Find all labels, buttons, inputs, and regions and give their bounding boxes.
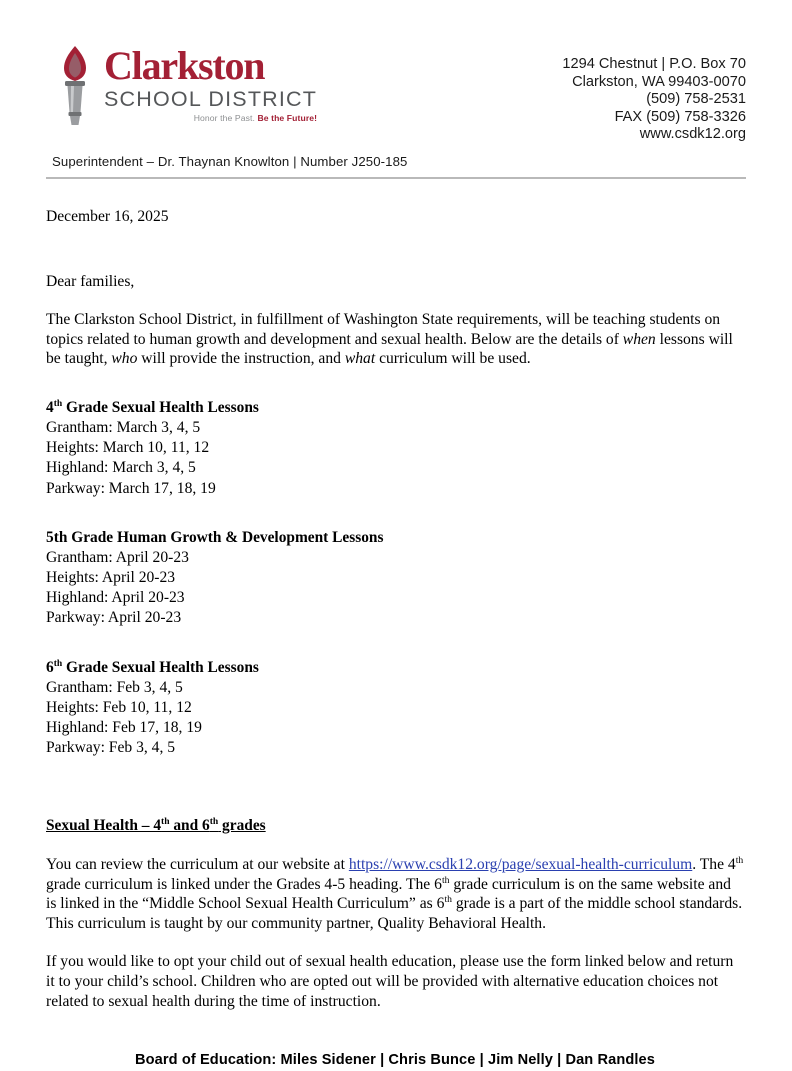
fax-line: FAX (509) 758-3326: [614, 108, 746, 125]
curriculum-text-3: grade curriculum is linked under the Grades 4-5 heading. The 6: [46, 875, 442, 893]
heading-rest: Grade Human Growth & Development Lessons: [67, 528, 384, 546]
schedule-row: Parkway: March 17, 18, 19: [46, 479, 216, 497]
letter-date: December 16, 2025: [46, 208, 169, 225]
district-logo: [52, 44, 317, 128]
intro-emphasis-when: when: [622, 330, 656, 348]
intro-text-3: will provide the instruction, and: [137, 350, 345, 368]
schedule-row: Highland: March 3, 4, 5: [46, 459, 196, 477]
header-divider: [46, 177, 746, 179]
schedule-section-grade6: [46, 658, 744, 759]
curriculum-link[interactable]: https://www.csdk12.org/page/sexual-health-curriculum: [348, 856, 693, 873]
heading-rest: Grade Sexual Health Lessons: [62, 398, 259, 416]
intro-emphasis-what: what: [344, 350, 376, 368]
letterhead: [46, 44, 746, 152]
address-line: Clarkston, WA 99403-0070: [572, 73, 746, 90]
grade-number: 5th: [46, 528, 68, 546]
logo-wordmark: [104, 44, 317, 124]
letter-body: [46, 207, 744, 1071]
schedule-row: Heights: April 20-23: [46, 568, 176, 586]
intro-text-2: lessons will be taught,: [46, 330, 733, 368]
schedule-row: Grantham: April 20-23: [46, 548, 189, 566]
tagline-past: Honor the Past.: [193, 113, 255, 123]
intro-text-1: The Clarkston School District, in fulfillment of Washington State requirements, will be teaching students on topics related to human growth and development and sexual health. Below are the details of: [46, 311, 721, 348]
schedule-row: Parkway: Feb 3, 4, 5: [46, 739, 176, 757]
schedule-row: Grantham: March 3, 4, 5: [46, 418, 201, 436]
schedule-row: Highland: April 20-23: [46, 589, 185, 607]
grade-ordinal-suffix: th: [53, 397, 63, 409]
schedule-section-grade5: [46, 528, 744, 629]
grade-number: 6: [46, 658, 54, 676]
schedule-row: Highland: Feb 17, 18, 19: [46, 719, 202, 736]
heading-rest: Grade Sexual Health Lessons: [62, 658, 259, 676]
curriculum-paragraph: [46, 855, 744, 933]
grade-number: 4: [46, 398, 54, 416]
schedule-heading: [46, 658, 744, 678]
optout-paragraph: If you would like to opt your child out of sexual health education, please use the form linked below and return it to your child’s school. Children who are opted out will be provided with alternative education choices not related to sexual health during the time of instruction.: [46, 953, 734, 1010]
schedule-section-grade4: [46, 398, 744, 499]
curriculum-text-2: . The 4: [692, 856, 736, 873]
district-address: [562, 56, 746, 144]
superintendent-line: Superintendent – Dr. Thaynan Knowlton | Number J250-185: [52, 154, 408, 169]
schedule-heading: [46, 528, 744, 548]
board-label: Board of Education:: [135, 1052, 277, 1069]
curriculum-text-4: grade curriculum is on the same website and is linked in the “Middle School Sexual Health Curriculum” as 6: [46, 875, 731, 913]
heading-part-a: Sexual Health – 4: [46, 817, 162, 835]
logo-word-clarkston: Clarkston: [104, 43, 265, 88]
schedule-heading: [46, 398, 744, 418]
curriculum-ordinal-3: th: [444, 894, 452, 905]
schedule-row: Heights: Feb 10, 11, 12: [46, 698, 192, 716]
schedule-row: Parkway: April 20-23: [46, 609, 182, 627]
torch-icon: [52, 44, 98, 128]
phone-line: (509) 758-2531: [646, 91, 746, 108]
logo-tagline: [104, 113, 317, 124]
logo-word-school-district: SCHOOL DISTRICT: [104, 87, 318, 111]
tagline-future: Be the Future!: [257, 113, 318, 123]
heading-ordinal-a: th: [161, 816, 170, 828]
address-line: 1294 Chestnut | P.O. Box 70: [562, 56, 746, 72]
heading-part-b: and 6: [169, 817, 210, 835]
letter-page: [0, 44, 792, 1068]
grade-ordinal-suffix: th: [53, 657, 63, 669]
intro-emphasis-who: who: [111, 350, 138, 368]
schedule-row: Heights: March 10, 11, 12: [46, 439, 210, 457]
heading-ordinal-b: th: [209, 816, 219, 828]
intro-paragraph: [46, 310, 744, 369]
curriculum-text-1: You can review the curriculum at our website at: [46, 856, 349, 873]
website-line: www.csdk12.org: [639, 126, 746, 143]
board-of-education-footer: [46, 1051, 744, 1071]
curriculum-ordinal-1: th: [735, 854, 744, 866]
curriculum-ordinal-2: th: [441, 874, 450, 886]
intro-text-4: curriculum will be used.: [375, 350, 531, 368]
salutation: Dear families,: [46, 272, 135, 290]
board-members: Miles Sidener | Chris Bunce | Jim Nelly | Dan Randles: [280, 1052, 655, 1069]
sexual-health-heading: [46, 816, 744, 836]
schedule-row: Grantham: Feb 3, 4, 5: [46, 678, 183, 696]
curriculum-text-5: grade is a part of the middle school standards. This curriculum is taught by our community partner, Quality Behavioral Health.: [46, 895, 743, 932]
heading-part-c: grades: [218, 817, 266, 835]
